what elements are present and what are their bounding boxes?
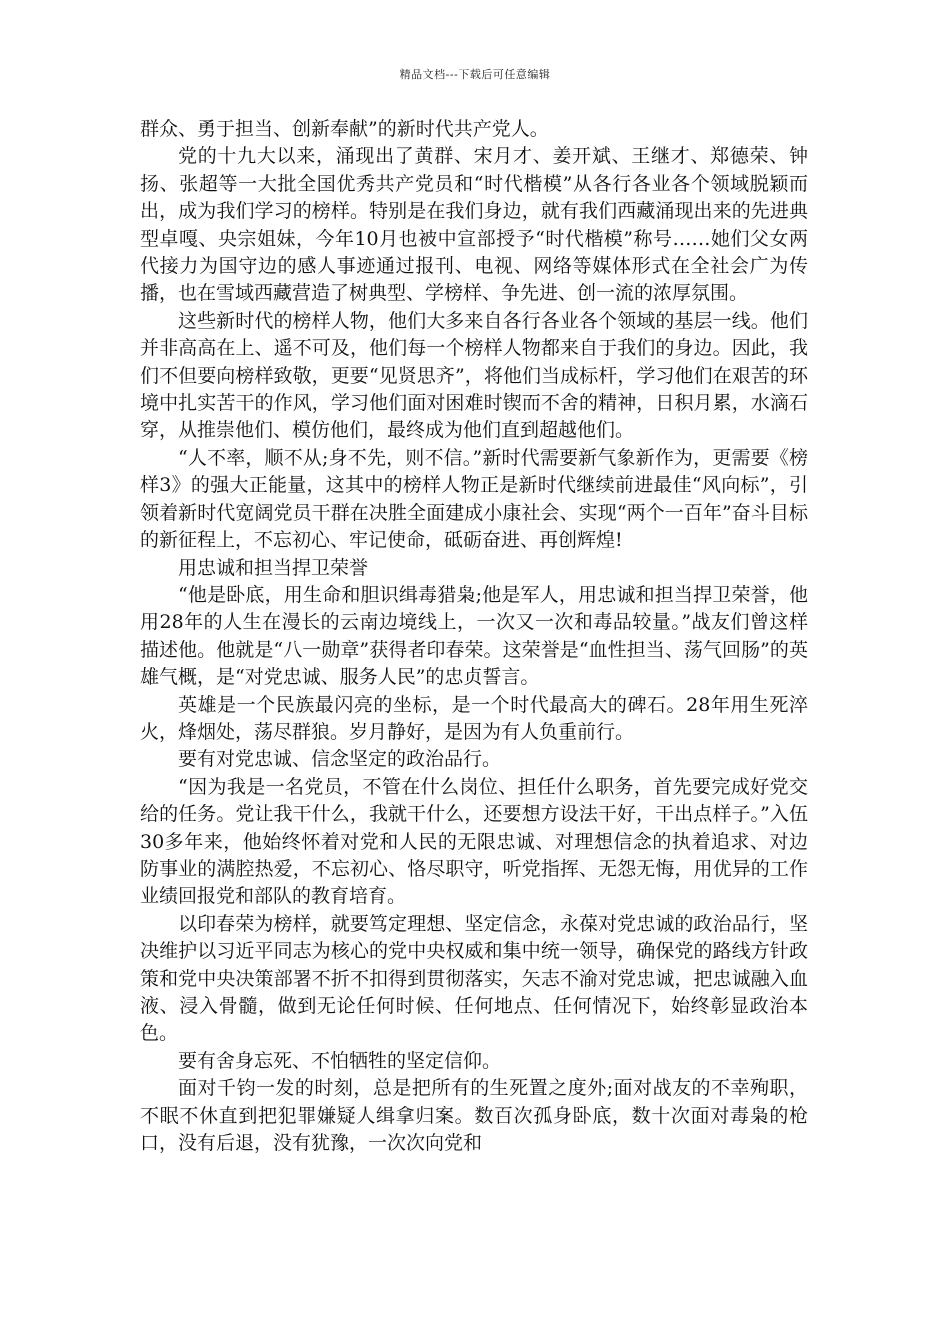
paragraph: 党的十九大以来，涌现出了黄群、宋月才、姜开斌、王继才、郑德荣、钟扬、张超等一大批全国优秀共产党员和“时代楷模”从各行各业各个领域脱颖而出，成为我们学习的榜样。特别是在我们身边，就有我们西藏涌现出来的先进典型卓嘎、央宗姐妹，今年10月也被中宣部授予“时代楷模”称号……她们父女两代接力为国守边的感人事迹通过报刊、电视、网络等媒体形式在全社会广为传播，也在雪域西藏营造了树典型、学榜样、争先进、创一流的浓厚氛围。 <box>140 145 808 305</box>
paragraph: “他是卧底，用生命和胆识缉毒猎枭;他是军人，用忠诚和担当捍卫荣誉，他用28年的人生在漫长的云南边境线上，一次又一次和毒品较量。”战友们曾这样描述他。他就是“八一勋章”获得者印春荣。这荣誉是“血性担当、荡气回肠”的英雄气概，是“对党忠诚、服务人民”的忠贞誓言。 <box>140 583 808 689</box>
subheading: 要有舍身忘死、不怕牺牲的坚定信仰。 <box>178 1049 502 1072</box>
page-header: 精品文档---下载后可任意编辑 <box>399 68 551 81</box>
paragraph: 面对千钧一发的时刻，总是把所有的生死置之度外;面对战友的不幸殉职，不眠不休直到把犯罪嫌疑人缉拿归案。数百次孤身卧底，数十次面对毒枭的枪口，没有后退，没有犹豫，一次次向党和 <box>140 1077 808 1155</box>
section-heading: 用忠诚和担当捍卫荣誉 <box>178 556 369 579</box>
paragraph: “因为我是一名党员，不管在什么岗位、担任什么职务，首先要完成好党交给的任务。党让我干什么，我就干什么，还要想方设法干好，干出点样子。”入伍30多年来，他始终怀着对党和人民的无限忠诚、对理想信念的执着追求、对边防事业的满腔热爱，不忘初心、恪尽职守，听党指挥、无怨无悔，用优异的工作业绩回报党和部队的教育培育。 <box>140 775 808 908</box>
paragraph: 英雄是一个民族最闪亮的坐标，是一个时代最高大的碑石。28年用生死淬火，烽烟处，荡尽群狼。岁月静好，是因为有人负重前行。 <box>140 693 808 743</box>
document-body <box>140 116 808 1157</box>
paragraph: 群众、勇于担当、创新奉献”的新时代共产党人。 <box>140 118 549 140</box>
subheading: 要有对党忠诚、信念坚定的政治品行。 <box>178 748 502 771</box>
paragraph: 以印春荣为榜样，就要笃定理想、坚定信念，永葆对党忠诚的政治品行，坚决维护以习近平同志为核心的党中央权威和集中统一领导，确保党的路线方针政策和党中央决策部署不折不扣得到贯彻落实，矢志不渝对党忠诚，把忠诚融入血液、浸入骨髓，做到无论任何时候、任何地点、任何情况下，始终彰显政治本色。 <box>140 912 808 1045</box>
paragraph: “人不率，顺不从;身不先，则不信。”新时代需要新气象新作为，更需要《榜样3》的强大正能量，这其中的榜样人物正是新时代继续前进最佳“风向标”，引领着新时代宽阔党员干群在决胜全面建成小康社会、实现“两个一百年”奋斗目标的新征程上，不忘初心、牢记使命，砥砺奋进、再创辉煌! <box>140 446 808 552</box>
paragraph: 这些新时代的榜样人物，他们大多来自各行各业各个领域的基层一线。他们并非高高在上、遥不可及，他们每一个榜样人物都来自于我们的身边。因此，我们不但要向榜样致敬，更要“见贤思齐”，将他们当成标杆，学习他们在艰苦的环境中扎实苦干的作风，学习他们面对困难时锲而不舍的精神，日积月累，水滴石穿，从推崇他们、模仿他们，最终成为他们直到超越他们。 <box>140 309 808 442</box>
